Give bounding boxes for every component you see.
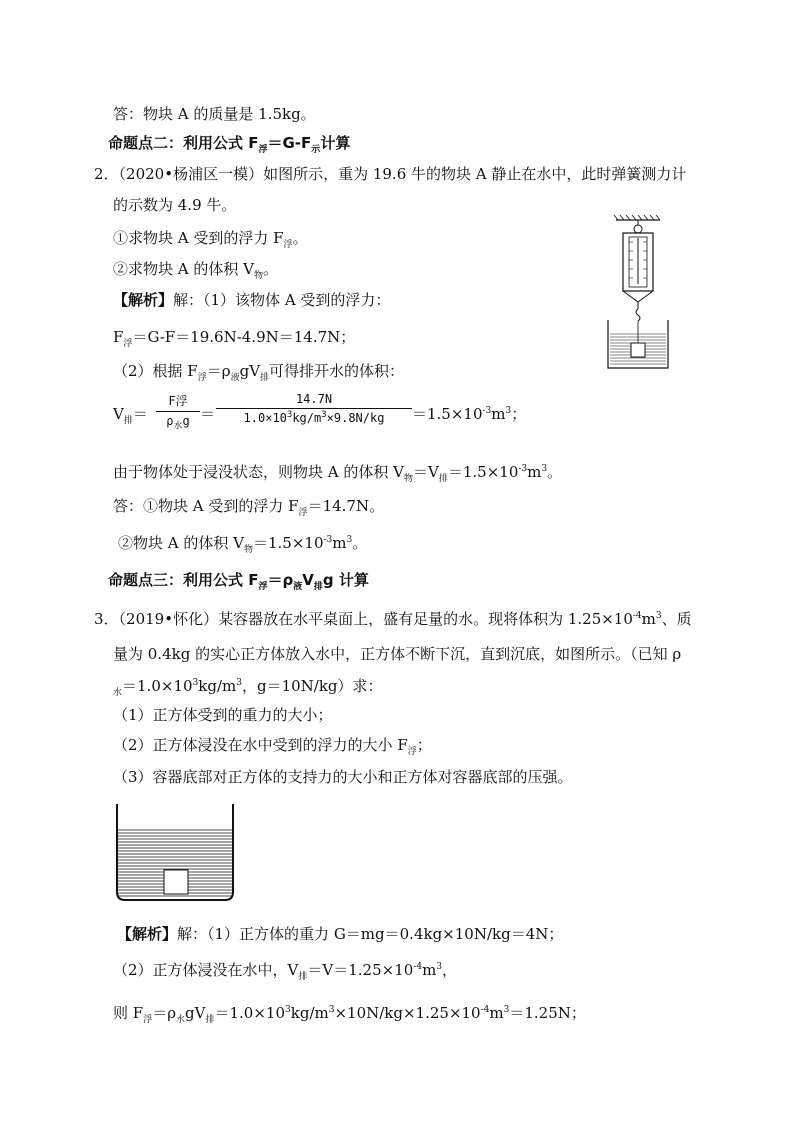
question-three-calc-2: （2）正方体浸没在水中，$V_排=V=1.25\times 10^{-4}m^3$， xyxy=(113,961,458,982)
question-three-calc-3: 则 $F_浮=\rho_水gV_排=1.0\times 10^3kg/m^3\times 10N/kg\times 1.25\times 10^{-4}m^3=1.25N$； xyxy=(113,1004,586,1025)
question-two-calc-3-result: $=1.5\times 10^{-3}m^3$； xyxy=(412,405,527,423)
question-two-sub-1: ①求物块 A 受到的浮力 $F_浮$。 xyxy=(113,229,308,250)
question-two-sub-2: ②求物块 A 的体积 $V_物$。 xyxy=(113,260,279,281)
question-three-item-3: （3）容器底部对正方体的支持力的大小和正方体对容器底部的压强。 xyxy=(113,768,573,786)
question-two-calc-2: （2）根据 $F_浮=\rho_液gV_排$可得排开水的体积： xyxy=(113,362,405,383)
question-three-line-2: 量为 0.4kg 的实心正方体放入水中，正方体不断下沉，直到沉底，如图所示。（已知 ρ xyxy=(113,645,682,663)
spring-scale-diagram xyxy=(598,212,678,372)
question-three-analysis: 【解析】解：（1）正方体的重力 G＝mg＝0.4kg×10N/kg＝4N； xyxy=(117,925,564,943)
question-three-item-1: （1）正方体受到的重力的大小； xyxy=(113,706,333,724)
fraction-buoyancy-over-density: F浮 $\rho_水g$ xyxy=(156,392,200,428)
question-three-item-2: （2）正方体浸没在水中受到的浮力的大小 $F_浮$； xyxy=(113,736,432,757)
fraction-numeric-values: $\frac{14.7N}{1.0\times 10^3kg/m^3\times 9.8N/kg}$ xyxy=(216,392,412,425)
section-three-title: 命题点三：利用公式 $F_浮=\rho_液V_排g$ 计算 xyxy=(108,571,369,592)
question-two-line-1: 2．（2020•杨浦区一模）如图所示，重为 19.6 牛的物块 A 静止在水中，此时弹簧测力计 xyxy=(94,165,687,183)
section-two-title: 命题点二：利用公式 $F_浮=G-F_示$计算 xyxy=(108,134,351,155)
question-two-calc-1: $F_浮=G-F=19.6N-4.9N=14.7N$； xyxy=(113,328,356,349)
question-two-answer-2: ②物块 A 的体积 $V_物=1.5\times 10^{-3}m^3$。 xyxy=(118,534,368,555)
previous-answer: 答：物块 A 的质量是 1.5kg。 xyxy=(113,105,316,123)
question-two-calc-3-lead: $V_排=$ xyxy=(113,405,148,426)
question-three-line-1: 3．（2019•怀化）某容器放在水平桌面上，盛有足量的水。现将体积为 $1.25\times 10^{-4}m^3$、质 xyxy=(94,610,692,628)
equals-sign: ＝ xyxy=(200,405,216,423)
question-three-line-3: $_水=1.0\times 10^3kg/m^3$，g＝10N/kg）求： xyxy=(113,677,383,698)
container-diagram xyxy=(113,804,237,902)
question-two-calc-4: 由于物体处于浸没状态，则物块 A 的体积 $V_物=V_排=1.5\times 10^{-3}m^3$。 xyxy=(113,463,563,484)
question-two-analysis: 【解析】解：（1）该物体 A 受到的浮力： xyxy=(113,291,391,309)
question-two-answer-1: 答：①物块 A 受到的浮力 $F_浮=14.7N$。 xyxy=(113,497,385,518)
question-two-line-2: 的示数为 4.9 牛。 xyxy=(113,196,237,214)
